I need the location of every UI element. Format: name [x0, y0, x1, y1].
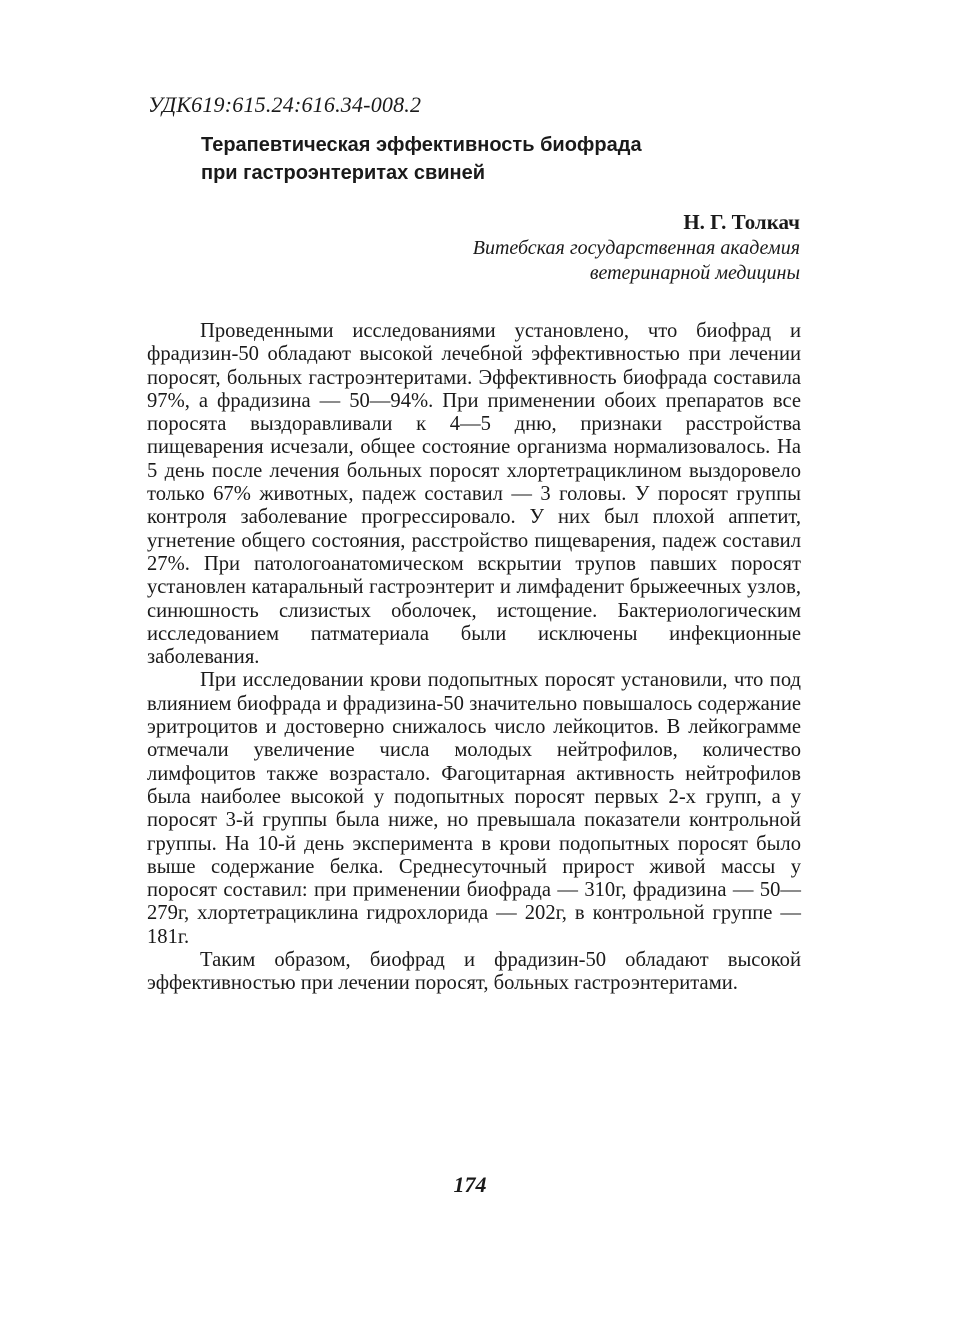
article-title-line-2: при гастроэнтеритах свиней — [201, 162, 486, 184]
udk-code: УДК619:615.24:616.34-008.2 — [148, 92, 422, 117]
article-body — [147, 320, 801, 996]
affiliation-line-1: Витебская государственная академия — [472, 237, 800, 259]
author-affiliation — [473, 236, 800, 286]
author-name: Н. Г. Толкач — [683, 210, 800, 234]
affiliation-line-2: ветеринарной медицины — [589, 262, 800, 284]
body-paragraph-1: Проведенными исследованиями установлено, что биофрад и фрадизин-50 обладают высокой лечебной эффективностью при лечении поросят, больных гастроэнтеритами. Эффективность биофрада составила 97%, а фрадизина — 50—94%. При применении обоих препаратов все поросята выздоравливали к 4—5 дню, признаки расстройства пищеварения исчезали, общее состояние организма нормализовалось. На 5 день после лечения больных поросят хлортетрациклином выздоровело только 67% животных, падеж составил — 3 головы. У поросят группы контроля заболевание прогрессировало. У них был плохой аппетит, угнетение общего состояния, расстройство пищеварения, падеж составил 27%. При патологоанатомическом вскрытии трупов павших поросят установлен катаральный гастроэнтерит и лимфаденит брыжеечных узлов, синюшность слизистых оболочек, истощение. Бактериологическим исследованием патматериала были исключены инфекционные заболевания. — [147, 320, 801, 669]
body-paragraph-3: Таким образом, биофрад и фрадизин-50 обладают высокой эффективностью при лечении поросят, больных гастроэнтеритами. — [147, 949, 801, 995]
article-title-line-1: Терапевтическая эффективность биофрада — [201, 134, 642, 156]
article-title — [201, 131, 821, 187]
page-number: 174 — [453, 1172, 487, 1197]
body-paragraph-2: При исследовании крови подопытных поросят установили, что под влиянием биофрада и фрадизина-50 значительно повышалось содержание эритроцитов и достоверно снижалось число лейкоцитов. В лейкограмме отмечали увеличение числа молодых нейтрофилов, количество лимфоцитов также возрастало. Фагоцитарная активность нейтрофилов была наиболее высокой у подопытных поросят первых 2-х групп, а у поросят 3-й группы была ниже, но превышала показатели контрольной группы. На 10-й день эксперимента в крови подопытных поросят было выше содержание белка. Среднесуточный прирост живой массы у поросят составил: при применении биофрада — 310г, фрадизина — 50—279г, хлортетрациклина гидрохлорида — 202г, в контрольной группе — 181г. — [147, 669, 801, 948]
